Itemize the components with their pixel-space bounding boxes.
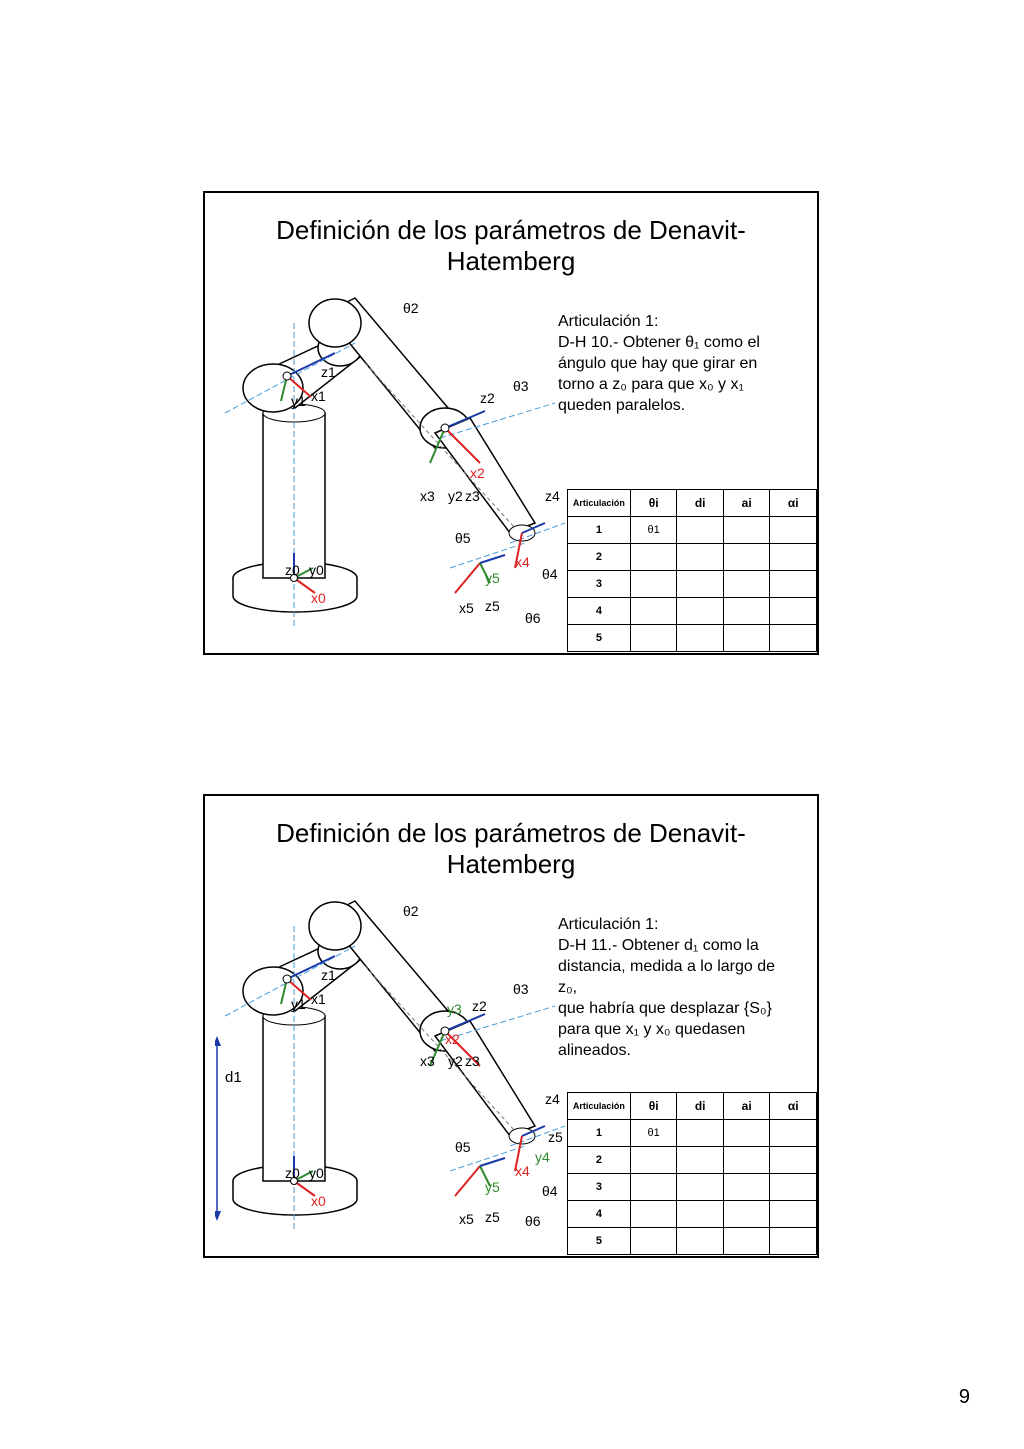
slide-1 bbox=[203, 191, 819, 655]
robot-arm-diagram bbox=[215, 896, 575, 1251]
label-z0: z0 bbox=[285, 562, 300, 578]
table-header: Articulación bbox=[568, 1093, 631, 1120]
label-z2: z2 bbox=[472, 998, 487, 1014]
table-header: di bbox=[677, 1093, 724, 1120]
table-row: 1 θ1 bbox=[568, 1120, 817, 1147]
table-header: ai bbox=[723, 1093, 770, 1120]
table-header: di bbox=[677, 490, 724, 517]
title-line-1: Definición de los parámetros de Denavit- bbox=[276, 818, 746, 848]
table-row: 3 bbox=[568, 571, 817, 598]
desc-heading: Articulación 1: bbox=[558, 916, 659, 933]
label-x5: x5 bbox=[459, 1211, 474, 1227]
label-x0: x0 bbox=[311, 590, 326, 606]
table-header: αi bbox=[770, 1093, 817, 1120]
description bbox=[558, 914, 798, 1061]
label-z4: z4 bbox=[545, 1091, 560, 1107]
label-z1: z1 bbox=[321, 364, 336, 380]
table-header: θi bbox=[630, 490, 677, 517]
label-y1: y1 bbox=[291, 393, 306, 409]
table-header: αi bbox=[770, 490, 817, 517]
label-x3: x3 bbox=[420, 488, 435, 504]
slide-title bbox=[205, 215, 817, 277]
desc-line: ángulo que hay que girar en bbox=[558, 355, 758, 372]
label-z3: z3 bbox=[465, 488, 480, 504]
label-z1: z1 bbox=[321, 967, 336, 983]
desc-line: para que x₁ y x₀ quedasen bbox=[558, 1021, 746, 1038]
desc-line: distancia, medida a lo largo de z₀, bbox=[558, 958, 776, 996]
label-y1: y1 bbox=[291, 996, 306, 1012]
label-theta6: θ6 bbox=[525, 610, 541, 626]
label-y2: y2 bbox=[448, 488, 463, 504]
label-theta3: θ3 bbox=[513, 378, 529, 394]
label-d1: d1 bbox=[225, 1069, 242, 1086]
label-z3: z3 bbox=[465, 1053, 480, 1069]
label-y0: y0 bbox=[309, 1165, 324, 1181]
label-z5: z5 bbox=[548, 1129, 563, 1145]
label-y5: y5 bbox=[485, 570, 500, 586]
label-z5: z5 bbox=[485, 598, 500, 614]
table-row: 2 bbox=[568, 544, 817, 571]
label-z2: z2 bbox=[480, 390, 495, 406]
label-x5: x5 bbox=[459, 600, 474, 616]
table-row: 1 θ1 bbox=[568, 517, 817, 544]
label-theta2: θ2 bbox=[403, 903, 419, 919]
table-header-row bbox=[568, 490, 817, 517]
desc-line: D-H 10.- Obtener θ₁ como el bbox=[558, 334, 760, 351]
title-line-2: Hatemberg bbox=[446, 849, 576, 879]
table-row: 4 bbox=[568, 1201, 817, 1228]
label-x4: x4 bbox=[515, 1163, 530, 1179]
title-line-2: Hatemberg bbox=[446, 246, 576, 276]
label-theta3: θ3 bbox=[513, 981, 529, 997]
page-number: 9 bbox=[958, 1386, 970, 1408]
label-x1: x1 bbox=[311, 991, 326, 1007]
desc-line: alineados. bbox=[558, 1042, 631, 1059]
label-y4: y4 bbox=[535, 1149, 550, 1165]
desc-heading: Articulación 1: bbox=[558, 313, 659, 330]
label-y5: y5 bbox=[485, 1179, 500, 1195]
table-header: Articulación bbox=[568, 490, 631, 517]
label-theta4: θ4 bbox=[542, 1183, 558, 1199]
description bbox=[558, 311, 798, 416]
table-header-row bbox=[568, 1093, 817, 1120]
robot-arm-diagram bbox=[215, 293, 575, 648]
table-row: 4 bbox=[568, 598, 817, 625]
label-x4: x4 bbox=[515, 554, 530, 570]
table-row: 2 bbox=[568, 1147, 817, 1174]
table-header: θi bbox=[630, 1093, 677, 1120]
label-theta4: θ4 bbox=[542, 566, 558, 582]
label-x1: x1 bbox=[311, 388, 326, 404]
label-x0: x0 bbox=[311, 1193, 326, 1209]
label-y0: y0 bbox=[309, 562, 324, 578]
label-y3: y3 bbox=[447, 1001, 462, 1017]
dh-parameter-table bbox=[567, 1092, 817, 1255]
slide-title bbox=[205, 818, 817, 880]
table-row: 3 bbox=[568, 1174, 817, 1201]
table-row: 5 bbox=[568, 1228, 817, 1255]
slide-2 bbox=[203, 794, 819, 1258]
label-theta6: θ6 bbox=[525, 1213, 541, 1229]
label-theta2: θ2 bbox=[403, 300, 419, 316]
desc-line: torno a z₀ para que x₀ y x₁ bbox=[558, 376, 744, 393]
label-theta5: θ5 bbox=[455, 1139, 471, 1155]
label-x3: x3 bbox=[420, 1053, 435, 1069]
desc-line: que habría que desplazar {S₀} bbox=[558, 1000, 772, 1017]
label-y2: y2 bbox=[448, 1053, 463, 1069]
desc-line: D-H 11.- Obtener d₁ como la bbox=[558, 937, 759, 954]
label-z0: z0 bbox=[285, 1165, 300, 1181]
title-line-1: Definición de los parámetros de Denavit- bbox=[276, 215, 746, 245]
table-header: ai bbox=[723, 490, 770, 517]
label-z5b: z5 bbox=[485, 1209, 500, 1225]
table-row: 5 bbox=[568, 625, 817, 652]
dh-parameter-table bbox=[567, 489, 817, 652]
label-x2: x2 bbox=[470, 465, 485, 481]
label-theta5: θ5 bbox=[455, 530, 471, 546]
desc-line: queden paralelos. bbox=[558, 397, 686, 414]
label-x2: x2 bbox=[445, 1031, 460, 1047]
label-z4: z4 bbox=[545, 488, 560, 504]
